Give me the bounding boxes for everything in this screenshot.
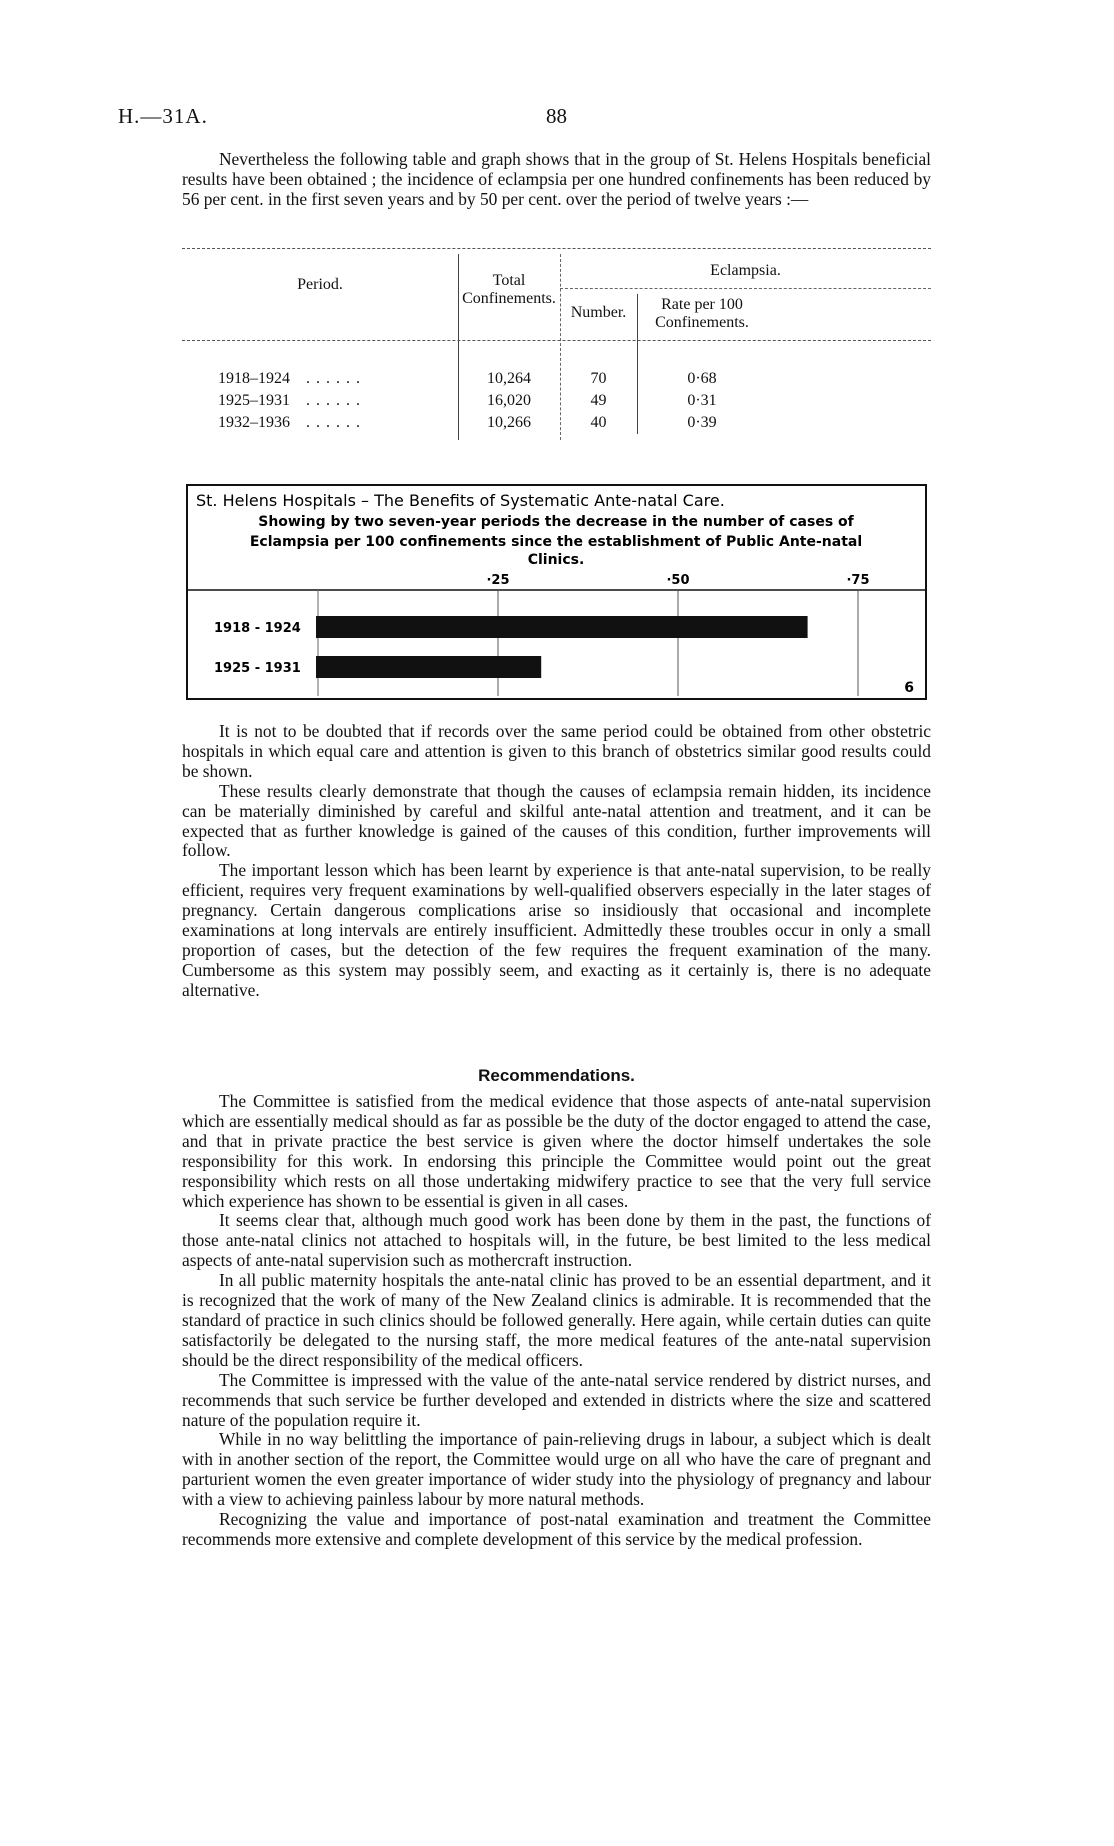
header-eclampsia: Eclampsia. [710,262,781,279]
recommendations-section [182,1092,931,1550]
table-row [182,414,931,436]
chart-title-line: St. Helens Hospitals – The Benefits of Systematic Ante-natal Care. [196,491,725,510]
paragraph: In all public maternity hospitals the ante-natal clinic has proved to be an essential department, and it is recognized that the work of many of the New Zealand clinics is admirable. It is recommended that the standard of practice in such clinics should be followed generally. Here again, while certain duties can quite satisfactorily be delegated to the nursing staff, the more medical features of the ante-natal supervision should be the direct responsibility of the medical officers. [182,1270,931,1370]
cell-total: 10,264 [487,370,531,387]
header-line: Total [492,272,526,289]
cell-rate: 0·39 [687,414,717,431]
header-line: Rate per 100 [661,296,743,313]
page-number: 88 [546,104,567,128]
header-rate [637,296,767,332]
chart-title-line: Eclampsia per 100 confinements since the establishment of Public Ante-natal [249,534,863,550]
cell-number: 70 [590,370,607,387]
chart-title-line: Clinics. [527,552,585,568]
table-row [182,370,931,392]
paragraph: The Committee is satisfied from the medical evidence that those aspects of ante-natal supervision which are essentially medical should as far as possible be the duty of the doctor engaged to attend the case, and that in private practice the best service is given where the doctor himself undertakes the sole responsibility for this work. In endorsing this principle the Committee would point out the great responsibility which rests on all those undertaking midwifery practice to see that the very full service which experience has shown to be essential is given in all cases. [182,1091,931,1211]
paragraph: The important lesson which has been learnt by experience is that ante-natal supervision, to be really efficient, requires very frequent examinations by well-qualified observers especially in the later stages of pregnancy. Certain dangerous complications arise so insidiously that occasional and incomplete examinations at long intervals are entirely insufficient. Admittedly these troubles occur in only a small proportion of cases, but the detection of the few requires the frequent examination of the many. Cumbersome as this system may possibly seem, and exacting as it certainly is, there is no adequate alternative. [182,860,931,1000]
cell-period: 1932–1936 [218,414,290,431]
cell-period: 1925–1931 [218,392,290,409]
paragraph: It is not to be doubted that if records over the same period could be obtained from other obstetric hospitals in which equal care and attention is given to this branch of obstetrics similar good results could be shown. [182,721,931,781]
chart-corner-mark: 6 [904,680,914,696]
cell-number: 49 [590,392,607,409]
cell-leader: . . . . . . [306,370,361,387]
document-reference: H.—31A. [118,104,208,128]
chart-tick-label: ·75 [846,573,870,588]
chart-category-label: 1918 - 1924 [214,621,301,636]
cell-rate: 0·68 [687,370,717,387]
header-period: Period. [297,276,343,293]
table-row [182,392,931,414]
chart-bar [316,656,541,678]
cell-leader: . . . . . . [306,414,361,431]
cell-period: 1918–1924 [218,370,290,387]
intro-paragraph [182,150,931,210]
chart-bar [316,616,808,638]
header-total-confinements [458,272,560,308]
paragraph: These results clearly demonstrate that though the causes of eclampsia remain hidden, its incidence can be materially diminished by careful and skilful ante-natal attention and treatment, and it can be expected that as further knowledge is gained of the causes of this condition, further improvements will follow. [182,780,931,861]
paragraph: While in no way belittling the importance of pain-relieving drugs in labour, a subject which is dealt with in another section of the report, the Committee would urge on all who have the care of pregnant and parturient women the even greater importance of wider study into the physiology of pregnancy and labour with a view to achieving painless labour by more natural methods. [182,1429,931,1510]
header-line: Confinements. [655,314,749,331]
table-top-rule [182,248,931,249]
chart-tick-label: ·25 [486,573,510,588]
eclampsia-table [182,248,931,458]
chart-title-line: Showing by two seven-year periods the decrease in the number of cases of [258,514,854,530]
chart-svg [188,486,925,698]
cell-number: 40 [590,414,607,431]
paragraph: The Committee is impressed with the value of the ante-natal service rendered by district nurses, and recommends that such service be further developed and extended in districts where the size and scattered nature of the population require it. [182,1369,931,1430]
cell-total: 16,020 [487,392,531,409]
discussion-section [182,722,931,1001]
chart-tick-label: ·50 [666,573,690,588]
table-group-rule [560,288,931,289]
cell-total: 10,266 [487,414,531,431]
cell-leader: . . . . . . [306,392,361,409]
header-number: Number. [570,304,627,321]
eclampsia-bar-chart [186,484,927,700]
chart-category-label: 1925 - 1931 [214,661,301,676]
header-line: Confinements. [462,290,556,307]
paragraph: Recognizing the value and importance of post-natal examination and treatment the Committee recommends more extensive and complete development of this service by the medical profession. [182,1509,931,1549]
table-header-rule [182,340,931,341]
cell-rate: 0·31 [687,392,717,409]
section-title: Recommendations. [478,1066,635,1085]
paragraph: Nevertheless the following table and graph shows that in the group of St. Helens Hospitals beneficial results have been obtained ; the incidence of eclampsia per one hundred confinements has been reduced by 56 per cent. in the first seven years and by 50 per cent. over the period of twelve years :— [182,149,931,209]
paragraph: It seems clear that, although much good work has been done by them in the past, the functions of those ante-natal clinics not attached to hospitals will, in the future, be best limited to the less medical aspects of ante-natal supervision such as mothercraft instruction. [182,1210,931,1271]
